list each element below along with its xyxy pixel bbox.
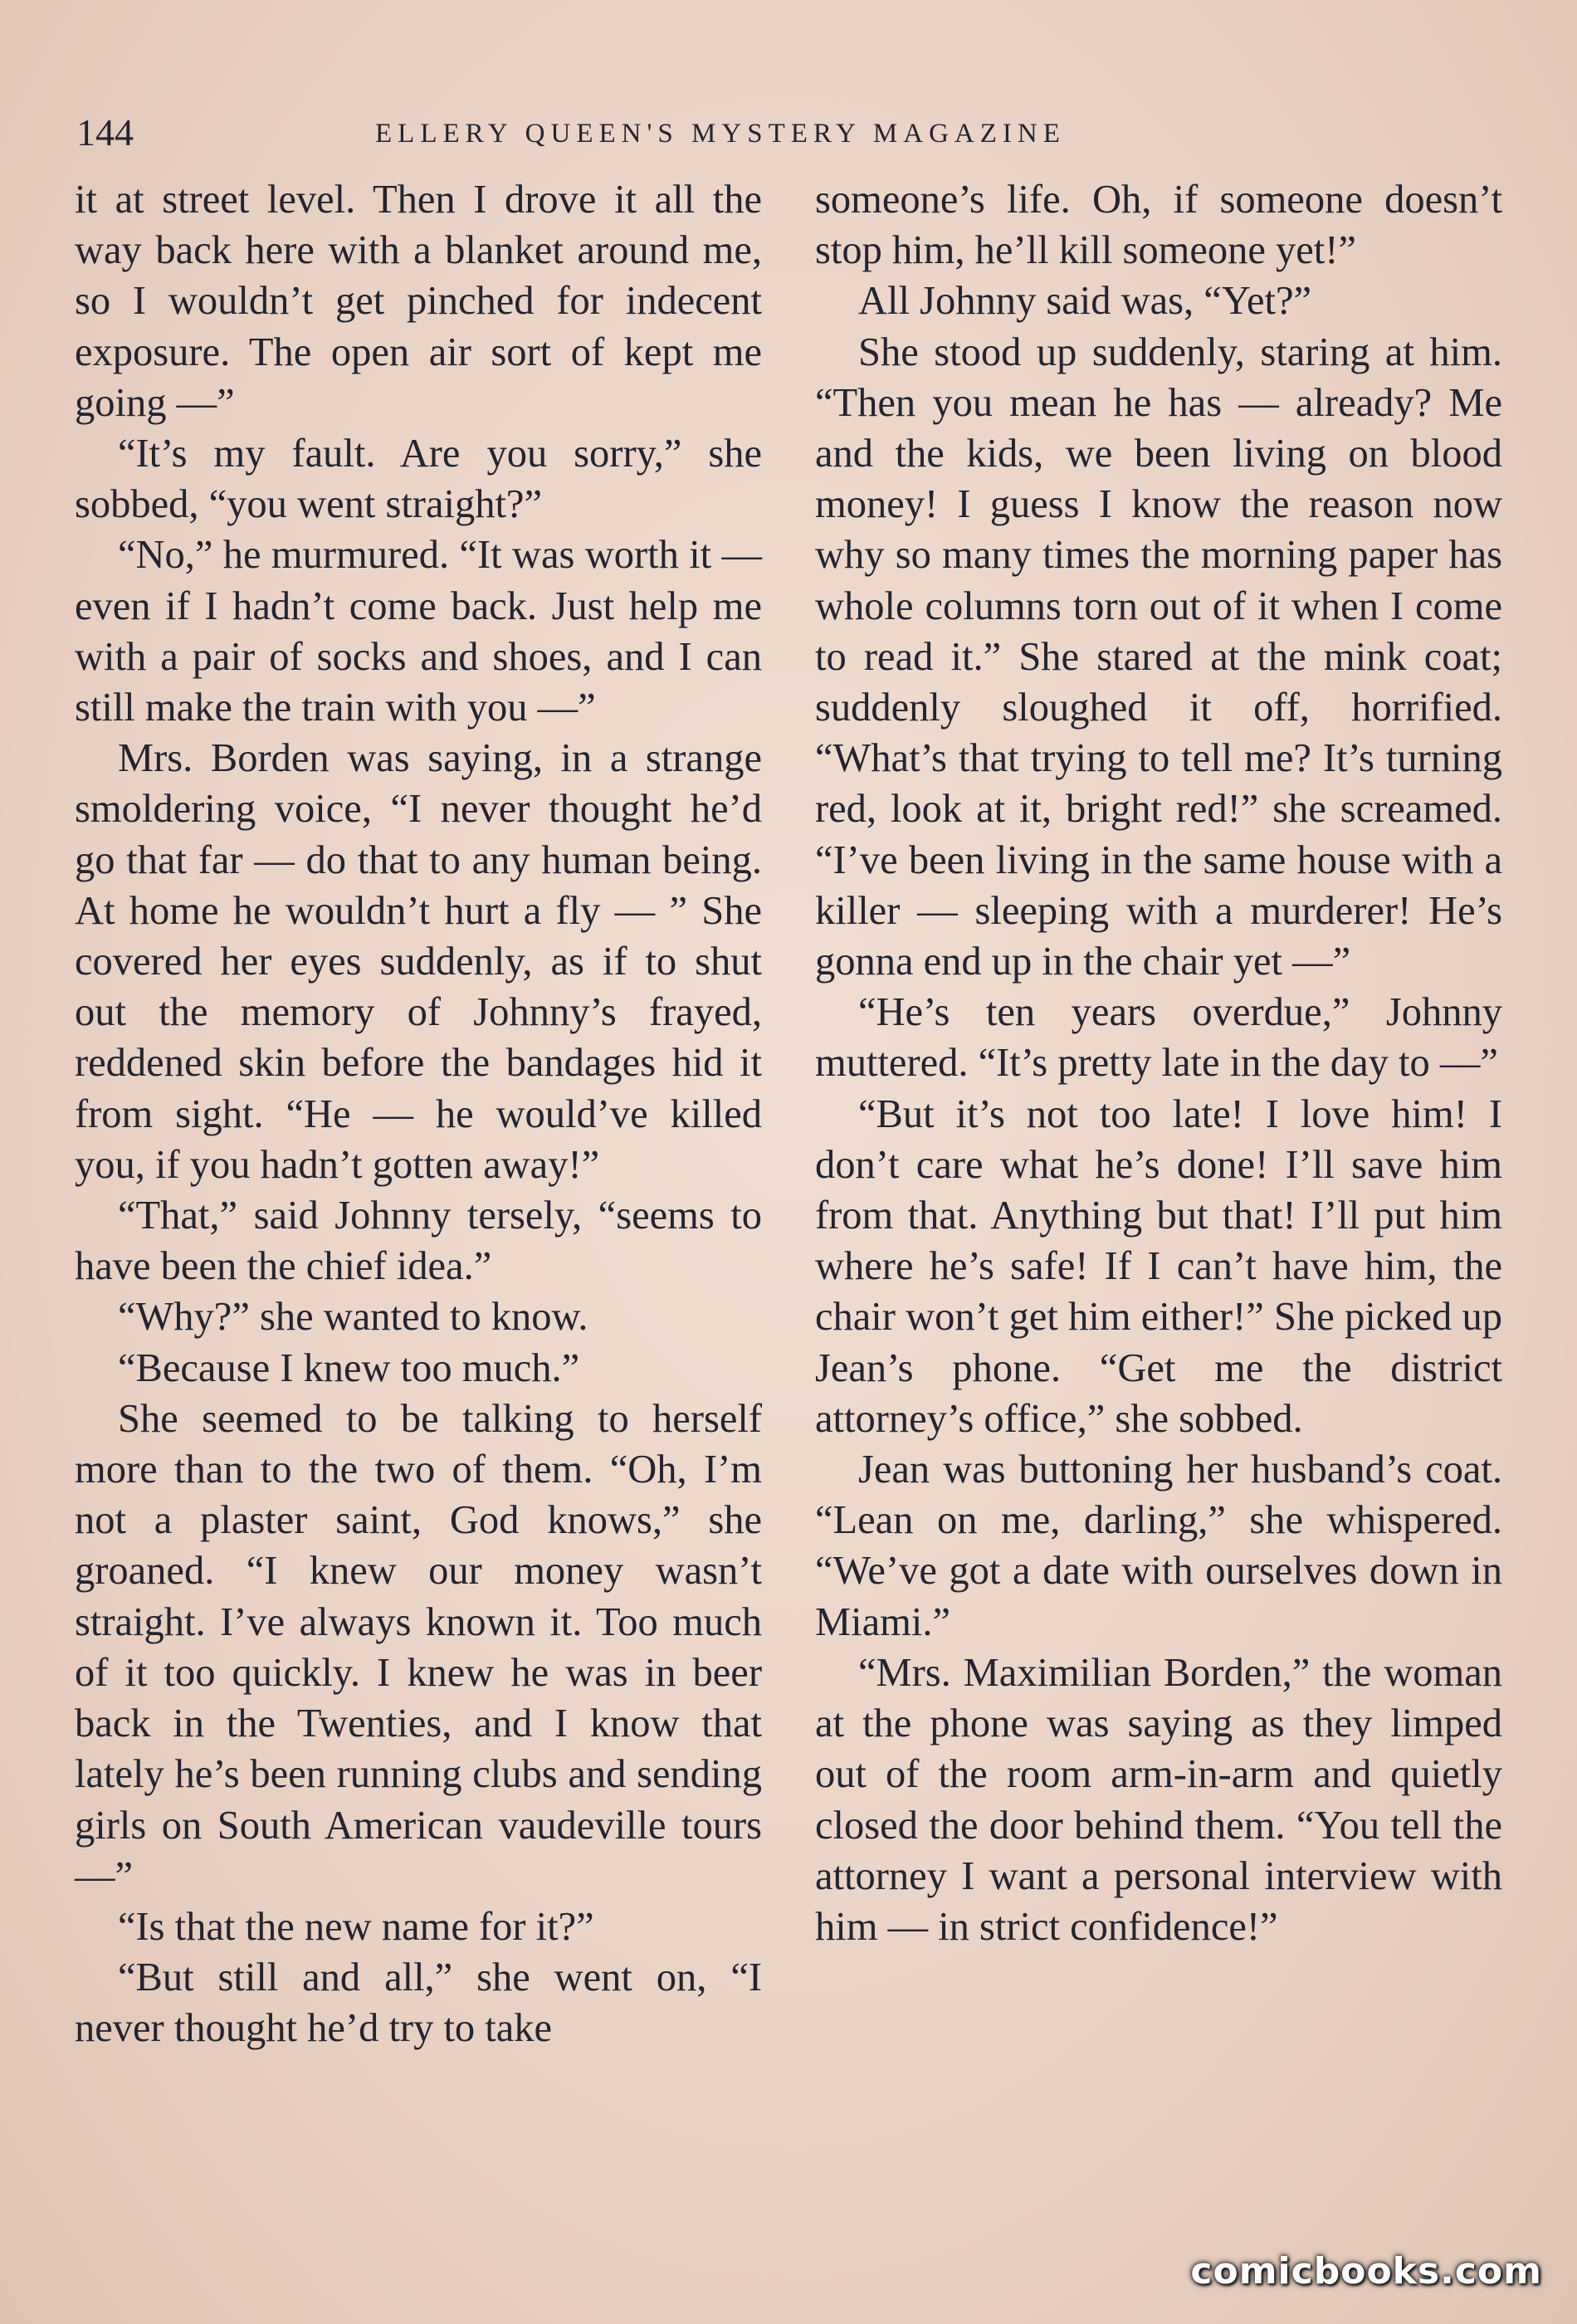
paragraph: “Why?” she wanted to know. xyxy=(118,1295,588,1340)
paragraph: “That,” said Johnny tersely, “seems to have been the chief idea.” xyxy=(75,1194,762,1289)
paragraph: “But still and all,” she went on, “I never thought he’d try to take xyxy=(75,1955,762,2051)
paragraph: She seemed to be talking to herself more than to the two of them. “Oh, I’m not a plaster saint, God knows,” she groaned. “I knew our money wasn’t straight. I’ve always known it. Too much of it too quickly. I knew he was in beer back in the Twenties, and I know that lately he’s been running clubs and sending girls on South American vaudeville tours —” xyxy=(75,1396,762,1898)
paragraph: “It’s my fault. Are you sorry,” she sobbed, “you went straight?” xyxy=(75,432,762,527)
paragraph: it at street level. Then I drove it all the way back here with a blanket around me, so I wouldn’t get pinched for indecent exposure. The open air sort of kept me going —” xyxy=(75,178,762,425)
paragraph: “No,” he murmured. “It was worth it — even if I hadn’t come back. Just help me with a pair of socks and shoes, and I can still make the train with you —” xyxy=(75,533,762,730)
paragraph: Mrs. Borden was saying, in a strange smoldering voice, “I never thought he’d go that far — do that to any human being. At home he wouldn’t hurt a fly — ” She covered her eyes suddenly, as if to shut out the memory of Johnny’s frayed, reddened skin before the bandages hid it from sight. “He — he would’ve killed you, if you hadn’t gotten away!” xyxy=(75,736,762,1187)
left-column xyxy=(75,174,762,2054)
paragraph: “Is that the new name for it?” xyxy=(118,1904,594,1949)
paragraph: “But it’s not too late! I love him! I don’t care what he’s done! I’ll save him from that. Anything but that! I’ll put him where he’s safe! If I can’t have him, the chair won’t get him either!” She picked up Jean’s phone. “Get me the district attorney’s office,” she sobbed. xyxy=(815,1091,1502,1441)
paragraph: “Because I knew too much.” xyxy=(118,1345,580,1390)
paragraph: She stood up suddenly, staring at him. “Then you mean he has — already? Me and the kids, we been living on blood money! I guess I know the reason now why so many times the morning paper has whole columns torn out of it when I come to read it.” She stared at the mink coat; suddenly sloughed it off, horrified. “What’s that trying to tell me? It’s turning red, look at it, bright red!” she screamed. “I’ve been living in the same house with a killer — sleeping with a murderer! He’s gonna end up in the chair yet —” xyxy=(815,330,1502,984)
page-header xyxy=(76,108,1504,158)
page-number: 144 xyxy=(76,111,134,154)
paragraph: “Mrs. Maximilian Borden,” the woman at the phone was saying as they limped out of the room arm-in-arm and quietly closed the door behind them. “You tell the attorney I want a personal interview with him — in strict confidence!” xyxy=(815,1650,1502,1949)
paragraph: “He’s ten years overdue,” Johnny muttered. “It’s pretty late in the day to —” xyxy=(815,990,1502,1086)
paragraph: someone’s life. Oh, if someone doesn’t stop him, he’ll kill someone yet!” xyxy=(815,178,1502,273)
paragraph: All Johnny said was, “Yet?” xyxy=(858,279,1312,324)
watermark: comicbooks.com xyxy=(1190,2250,1542,2292)
right-column xyxy=(815,174,1502,1952)
running-head: ELLERY QUEEN'S MYSTERY MAGAZINE xyxy=(375,119,1066,149)
paragraph: Jean was buttoning her husband’s coat. “Lean on me, darling,” she whispered. “We’ve got a date with ourselves down in Miami.” xyxy=(815,1448,1502,1644)
